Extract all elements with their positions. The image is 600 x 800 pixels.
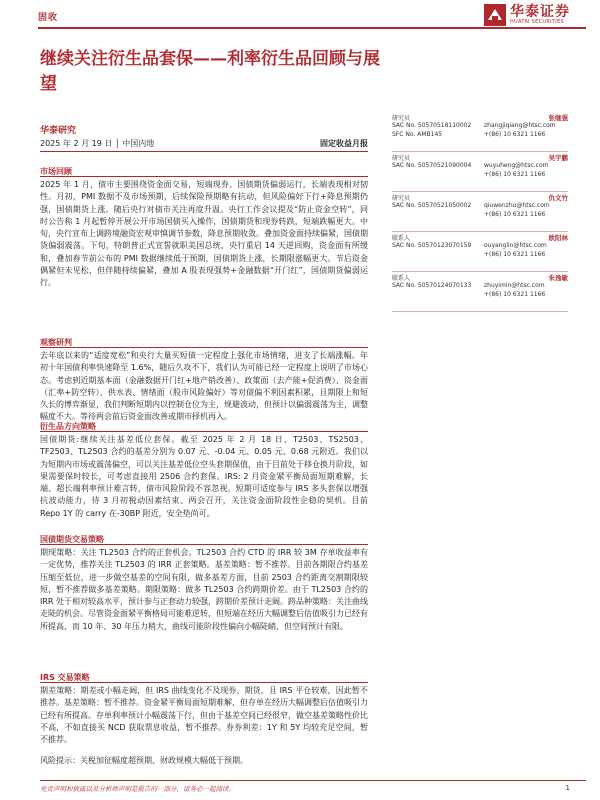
section-heading-derivative-strategy: 衍生品方向策略 xyxy=(40,422,96,431)
report-type: 固定收益月报 xyxy=(320,139,368,148)
analyst-email[interactable]: zhangjiqiang@htsc.com xyxy=(484,122,556,129)
section-divider xyxy=(40,544,368,545)
company-logo xyxy=(484,4,588,26)
report-category-tag: 固收 xyxy=(38,13,59,23)
page-number: 1 xyxy=(565,784,570,792)
analyst-name: 张继强 xyxy=(548,114,568,122)
analyst-card xyxy=(392,153,568,193)
analyst-name: 吴宇鹏 xyxy=(548,154,568,162)
analyst-card xyxy=(392,193,568,233)
logo-text: 华泰证券 xyxy=(510,4,570,20)
analyst-sac: SAC No. S0570124070133 xyxy=(392,282,472,289)
section-body-market-review: 2025 年 1 月，债市主要围绕资金面交易，短端现券、国债期货偏弱运行，长端表现相对韧性。月初，PMI 数据不及市场预期，后续保险预期略有抗动，但风险偏好下行+降息预期仍强，国债期货上涨。随后央行对债市关注再度升温。央行工作会议提及“防止资金空转”，同时公告称 1 月起暂停开展公开市场国债买入操作，国债期货和现券转跌，短端跌幅更大。中旬，央行宣布上调跨境融资宏观审慎调节参数，降息预期收敛。叠加资金面持续偏紧，国债期货偏弱震荡。下旬，特朗普正式宣誓就职美国总统，央行重启 14 天逆回购，资金面有所缓和，叠加春节前公布的 PMI 数据继续低于预期，国债期货上涨，长期限涨幅更大。节后资金偶紧但未见松，但伴随持续偏紧，叠加 A 股表现强势+金融数据“开门红”，国债期货偏弱运行。 xyxy=(40,180,368,288)
analyst-sac: SAC No. S0570518110002 xyxy=(392,122,472,129)
section-heading-observation: 观察研判 xyxy=(40,338,72,347)
logo-subtext: HUATAI SECURITIES xyxy=(510,19,564,25)
section-divider xyxy=(40,347,368,348)
analyst-email[interactable]: zhuyimin@htsc.com xyxy=(484,282,545,289)
section-heading-market-review: 市场回顾 xyxy=(40,167,72,176)
analyst-card xyxy=(392,273,568,313)
analyst-phone: +(86) 10 6321 1166 xyxy=(484,251,546,258)
section-divider xyxy=(40,176,368,177)
analyst-sac: SAC No. S0570521050002 xyxy=(392,202,472,209)
analyst-divider xyxy=(392,151,568,152)
analyst-phone: +(86) 10 6321 1166 xyxy=(484,131,546,138)
section-body-derivative-strategy: 国债期货:继续关注基差低位套保。截至 2025 年 2 月 18 日，T2503、TS2503、TF2503、TL2503 合约的基差分别为 0.07 元、-0.04 元、0.05 元、0.68 元附近。我们以为短期内市场或震荡偏空，可以关注基差低位空头套期保值，由于目前处于移仓换月阶段，如果需要保时较长，可考虑直接用 2506 合约套保。IRS: 2 月资金紧平衡局面短期难解，长端、超长端利率预计难言转，债市风险阶段不容忽视。短期可适度参与 IRS 多头套保以增强抗波动能力，待 3 月初税动因素结束、两会召开，关注资金面阶段性企稳的契机。目前 Repo 1Y 的 carry 在-30BP 附近，安全垫尚可。 xyxy=(40,435,368,518)
analyst-phone: +(86) 10 6321 1166 xyxy=(484,171,546,178)
analyst-email[interactable]: ouyanglin@htsc.com xyxy=(484,242,547,249)
section-divider xyxy=(40,431,368,432)
analyst-phone: +(86) 10 6321 1166 xyxy=(484,211,546,218)
analyst-email[interactable]: qiuwenzhu@htsc.com xyxy=(484,202,550,209)
analyst-name: 朱逸敏 xyxy=(548,274,568,282)
analyst-sfc: SFC No. AMB145 xyxy=(392,131,443,138)
analyst-role: 联系人 xyxy=(392,235,411,242)
analyst-name: 仇文竹 xyxy=(548,194,568,202)
analyst-role: 研究员 xyxy=(392,155,411,162)
analyst-email[interactable]: wuyuheng@htsc.com xyxy=(484,162,549,169)
analyst-sac: SAC No. S0570123070159 xyxy=(392,242,472,249)
section-body-futures-strategy: 期现策略：关注 TL2503 合约的正套机会。TL2503 合约 CTD 的 IRR 较 3M 存单收益率有一定优势，推荐关注 TL2503 的 IRR 正套策略。基差策略：暂不推荐。目前各期限合约基差压缩至低位，进一步做空基差的空间有限，做多基差方面，目前 2503 合约距离交割期限较短，暂不推荐做多基差策略。期限策略：做多 TL2503 合约跨期价差。由于 TL2503 合约的 IRR 处于相对较高水平，预计参与正套动力较强，跨期价差预计走阔。跨品种策略：关注曲线走陡的机会。尽管资金面紧平衡格局可能难逆转，但短端在经历大幅调整后估值吸引力已经有所提高，而 10 年、30 年压力稍大，曲线可能阶段性偏向小幅陡峭，但空间预计有限。 xyxy=(40,548,369,631)
footer-divider xyxy=(40,780,586,781)
analyst-phone: +(86) 10 6321 1166 xyxy=(484,291,546,298)
section-body-irs-strategy: 期差策略：期差或小幅走阔，但 IRS 曲线变化不及现券、期货，且 IRS 平仓较难，因此暂不推荐。基差策略：暂不推荐。资金紧平衡局面短期难解，但存单在经历大幅调整后估值吸引力已经有所提高。存单利率预计小幅震荡下行，但由于基差空间已经很窄，做空基差策略性价比不高，不如直接买 NCD 获取票息收益，暂不推荐。券券利差：1Y 和 5Y 均较充足空间，暂不推荐。 xyxy=(40,686,368,745)
analyst-divider xyxy=(392,191,568,192)
analyst-sac: SAC No. S0570521090004 xyxy=(392,162,472,169)
section-body-observation: 去年底以来的“适度宽松”和央行大量买短债一定程度上强化市场情绪，进支了长端涨幅。年初十年国债利率快速降至 1.6%，随后久攻不下，我们认为可能已经一定程度上说明了市场心态。考虑到近期基本面（金融数据开门红+地产销改善）、政策面（去产能+促消费）、资金面（汇率+防空转）、供水表、情绪面（股市风险偏好）等对债偏不利因素积累，且期限上和短久长的博弈渐显，我们判断短期内以控制仓位为主，规避波动，但预计以偏弱震荡为主，调整幅度不大。等待两会前后资金面改善或期市择机再入。 xyxy=(40,351,368,422)
analyst-divider xyxy=(392,311,568,312)
report-date-region: 2025 年 2 月 19 日 │ 中国内地 xyxy=(40,139,155,148)
analyst-name: 欧阳林 xyxy=(548,234,568,242)
header-divider xyxy=(38,27,586,29)
analyst-role: 研究员 xyxy=(392,195,411,202)
analyst-divider xyxy=(392,271,568,272)
section-heading-futures-strategy: 国债期货交易策略 xyxy=(40,535,104,544)
report-title: 继续关注衍生品套保——利率衍生品回顾与展望 xyxy=(40,49,380,94)
footer-disclaimer: 免责声明和披露以及分析师声明是报告的一部分，请务必一起阅读。 xyxy=(40,785,235,793)
meta-row xyxy=(40,136,368,152)
logo-mark-icon xyxy=(484,4,506,26)
analyst-divider xyxy=(392,231,568,232)
analyst-card xyxy=(392,113,568,153)
analyst-card xyxy=(392,233,568,273)
analyst-role: 联系人 xyxy=(392,275,411,282)
risk-warning: 风险提示：关税加征幅度超预期、财政规模大幅低于预期。 xyxy=(40,756,248,765)
section-divider xyxy=(40,682,368,683)
research-org: 华泰研究 xyxy=(40,126,77,136)
section-heading-irs-strategy: IRS 交易策略 xyxy=(40,673,90,682)
analyst-role: 研究员 xyxy=(392,115,411,122)
